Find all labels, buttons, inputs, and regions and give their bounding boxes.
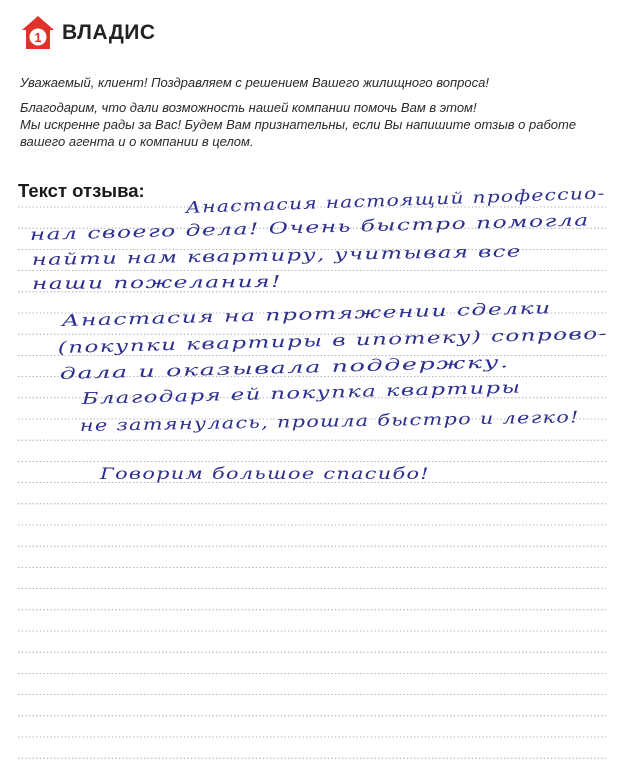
handwritten-line: найти нам квартиру, учитывая все — [31, 241, 522, 269]
brand-name: ВЛАДИС — [62, 21, 156, 44]
handwritten-line: дала и оказывала поддержку. — [59, 352, 510, 383]
intro-line-3: вашего агента и о компании в целом. — [20, 134, 254, 149]
handwritten-line: нал своего дела! Очень быстро помогла — [29, 210, 590, 244]
intro-line-1: Благодарим, что дали возможность нашей компании помочь Вам в этом! — [20, 100, 477, 115]
logo-digit: 1 — [34, 30, 42, 45]
handwritten-line: Благодаря ей покупка квартиры — [81, 377, 522, 408]
review-title: Текст отзыва: — [18, 180, 145, 201]
handwritten-line: Анастасия настоящий профессио- — [185, 183, 606, 217]
handwritten-line: Говорим большое спасибо! — [100, 464, 430, 483]
handwritten-line: (покупки квартиры в ипотеку) сопрово- — [57, 323, 608, 357]
handwritten-line: не затянулась, прошла быстро и легко! — [79, 407, 580, 435]
handwritten-line: Анастасия на протяжении сделки — [61, 298, 552, 330]
intro-line-2: Мы искренне рады за Вас! Будем Вам признательны, если Вы напишите отзыв о работе — [20, 117, 577, 132]
handwritten-line: наши пожелания! — [31, 271, 283, 293]
greeting-text: Уважаемый, клиент! Поздравляем с решением Вашего жилищного вопроса! — [20, 75, 489, 90]
